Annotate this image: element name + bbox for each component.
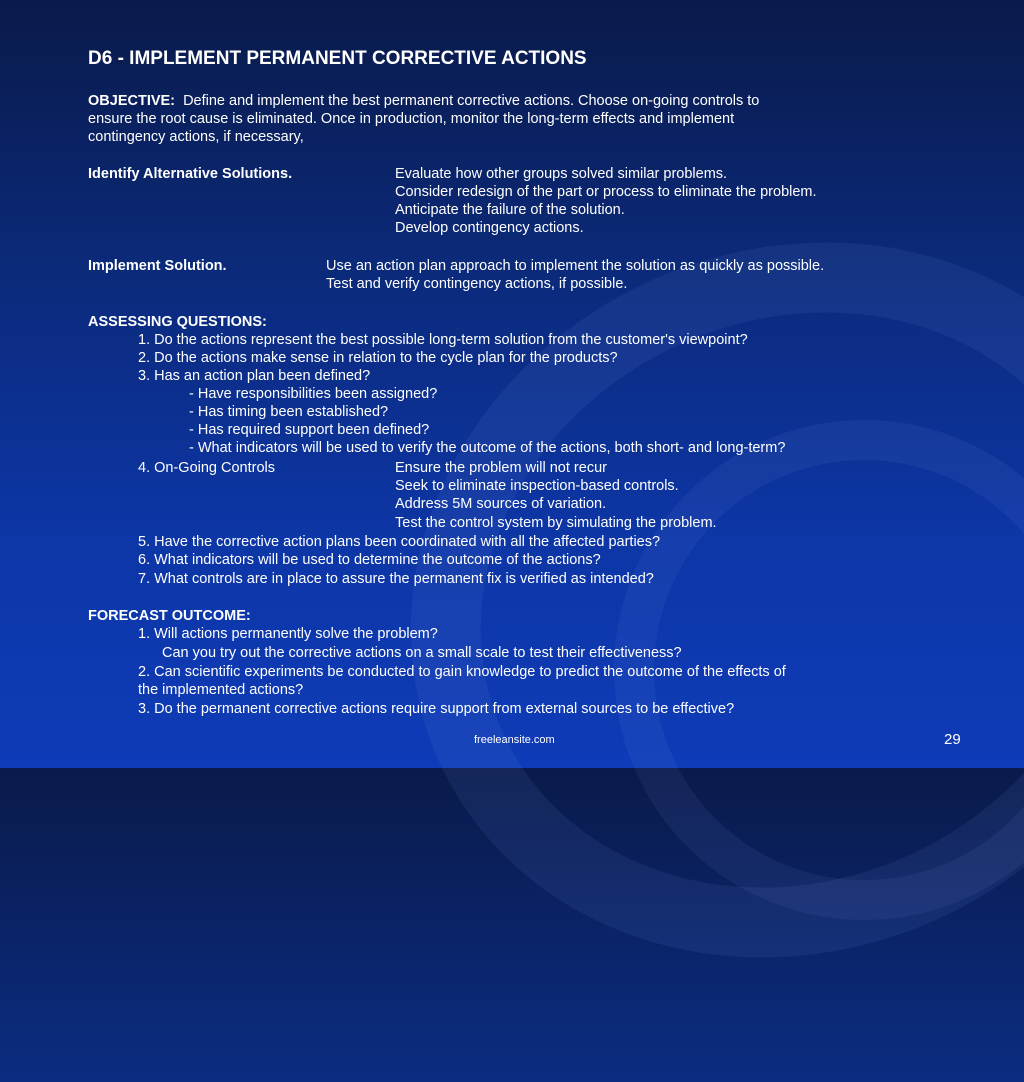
assessing-subquestion: - Have responsibilities been assigned? (189, 386, 438, 402)
implement-item: Test and verify contingency actions, if possible. (326, 276, 628, 292)
identify-item: Evaluate how other groups solved similar problems. (395, 166, 728, 182)
assessing-question-7: 7. What controls are in place to assure the permanent fix is verified as intended? (138, 571, 654, 587)
forecast-item-3: 3. Do the permanent corrective actions require support from external sources to be effective? (138, 701, 735, 717)
forecast-item-2-cont: the implemented actions? (138, 682, 304, 698)
ongoing-controls-item: Seek to eliminate inspection-based controls. (395, 478, 679, 494)
forecast-item-1: 1. Will actions permanently solve the problem? (138, 626, 438, 642)
ongoing-controls-item: Address 5M sources of variation. (395, 496, 607, 512)
identify-item: Consider redesign of the part or process to eliminate the problem. (395, 184, 817, 200)
objective-text-2: ensure the root cause is eliminated. Once in production, monitor the long-term effects and implement (88, 111, 735, 127)
identify-item: Develop contingency actions. (395, 220, 584, 236)
objective-text-3: contingency actions, if necessary, (88, 129, 304, 145)
objective-label: OBJECTIVE: (88, 93, 176, 109)
assessing-question-3: 3. Has an action plan been defined? (138, 368, 371, 384)
assessing-question-1: 1. Do the actions represent the best possible long-term solution from the customer's viewpoint? (138, 332, 748, 348)
ongoing-controls-item: Test the control system by simulating the problem. (395, 515, 717, 531)
assessing-question-6: 6. What indicators will be used to determine the outcome of the actions? (138, 552, 601, 568)
slide-title: D6 - IMPLEMENT PERMANENT CORRECTIVE ACTIONS (88, 48, 587, 69)
implement-label: Implement Solution. (88, 258, 227, 274)
assessing-subquestion: - Has timing been established? (189, 404, 389, 420)
objective-text-1: Define and implement the best permanent corrective actions. Choose on-going controls to (183, 93, 760, 109)
assessing-label: ASSESSING QUESTIONS: (88, 314, 267, 330)
page-number: 29 (944, 731, 961, 748)
identify-label: Identify Alternative Solutions. (88, 166, 293, 182)
assessing-subquestion: - Has required support been defined? (189, 422, 430, 438)
ongoing-controls-item: Ensure the problem will not recur (395, 460, 607, 476)
forecast-item-1-sub: Can you try out the corrective actions on a small scale to test their effectiveness? (162, 645, 682, 661)
ongoing-controls-label: 4. On-Going Controls (138, 460, 276, 476)
forecast-item-2: 2. Can scientific experiments be conducted to gain knowledge to predict the outcome of the effects of (138, 664, 786, 680)
identify-item: Anticipate the failure of the solution. (395, 202, 625, 218)
assessing-question-5: 5. Have the corrective action plans been coordinated with all the affected parties? (138, 534, 661, 550)
forecast-label: FORECAST OUTCOME: (88, 608, 251, 624)
objective-line-1 (88, 92, 759, 110)
footer-source: freeleansite.com (474, 734, 555, 746)
assessing-subquestion: - What indicators will be used to verify the outcome of the actions, both short- and long-term? (189, 440, 786, 456)
assessing-question-2: 2. Do the actions make sense in relation to the cycle plan for the products? (138, 350, 618, 366)
implement-item: Use an action plan approach to implement the solution as quickly as possible. (326, 258, 825, 274)
